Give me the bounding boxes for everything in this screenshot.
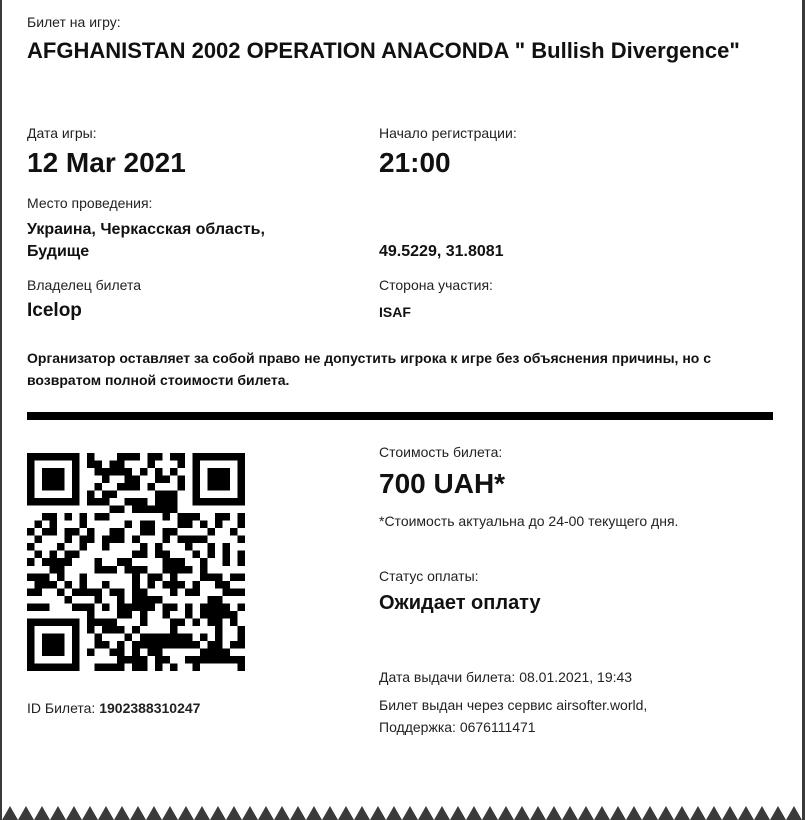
registration-value: 21:00 xyxy=(379,147,451,178)
side-value: ISAF xyxy=(379,304,411,320)
venue-label: Место проведения: xyxy=(27,195,153,211)
issue-date: Дата выдачи билета: 08.01.2021, 19:43 xyxy=(379,669,633,685)
registration-label: Начало регистрации: xyxy=(379,125,517,141)
ticket-heading-label: Билет на игру: xyxy=(27,14,121,30)
event-title: AFGHANISTAN 2002 OPERATION ANACONDA " Bullish Divergence" xyxy=(27,38,740,63)
issued-via: Билет выдан через сервис airsofter.world, xyxy=(379,697,648,713)
venue-value: Украина, Черкасская область, Будище xyxy=(27,221,265,260)
price-label: Стоимость билета: xyxy=(379,444,503,460)
support-phone: Поддержка: 0676111471 xyxy=(379,719,536,735)
qr-code-icon xyxy=(27,453,245,671)
price-note: *Стоимость актуальна до 24-00 текущего дня. xyxy=(379,513,679,529)
price-value: 700 UAH* xyxy=(379,468,506,499)
owner-label: Владелец билета xyxy=(27,277,142,293)
date-value: 12 Mar 2021 xyxy=(27,147,186,178)
date-label: Дата игры: xyxy=(27,125,97,141)
ticket-zigzag-edge xyxy=(2,804,802,820)
ticket-id-value: 1902388310247 xyxy=(99,700,201,716)
owner-value: Icelop xyxy=(27,300,82,321)
payment-status-value: Ожидает оплату xyxy=(379,592,541,614)
ticket xyxy=(2,0,802,820)
coordinates: 49.5229, 31.8081 xyxy=(379,243,504,260)
ticket-id xyxy=(27,700,200,716)
payment-status-label: Статус оплаты: xyxy=(379,568,479,584)
ticket-id-label: ID Билета: xyxy=(27,700,96,716)
ticket-divider xyxy=(27,412,773,420)
organizer-note: Организатор оставляет за собой право не допустить игрока к игре без объяснения причины, но с возвратом полной стоимости билета. xyxy=(27,350,712,388)
side-label: Сторона участия: xyxy=(379,277,493,293)
